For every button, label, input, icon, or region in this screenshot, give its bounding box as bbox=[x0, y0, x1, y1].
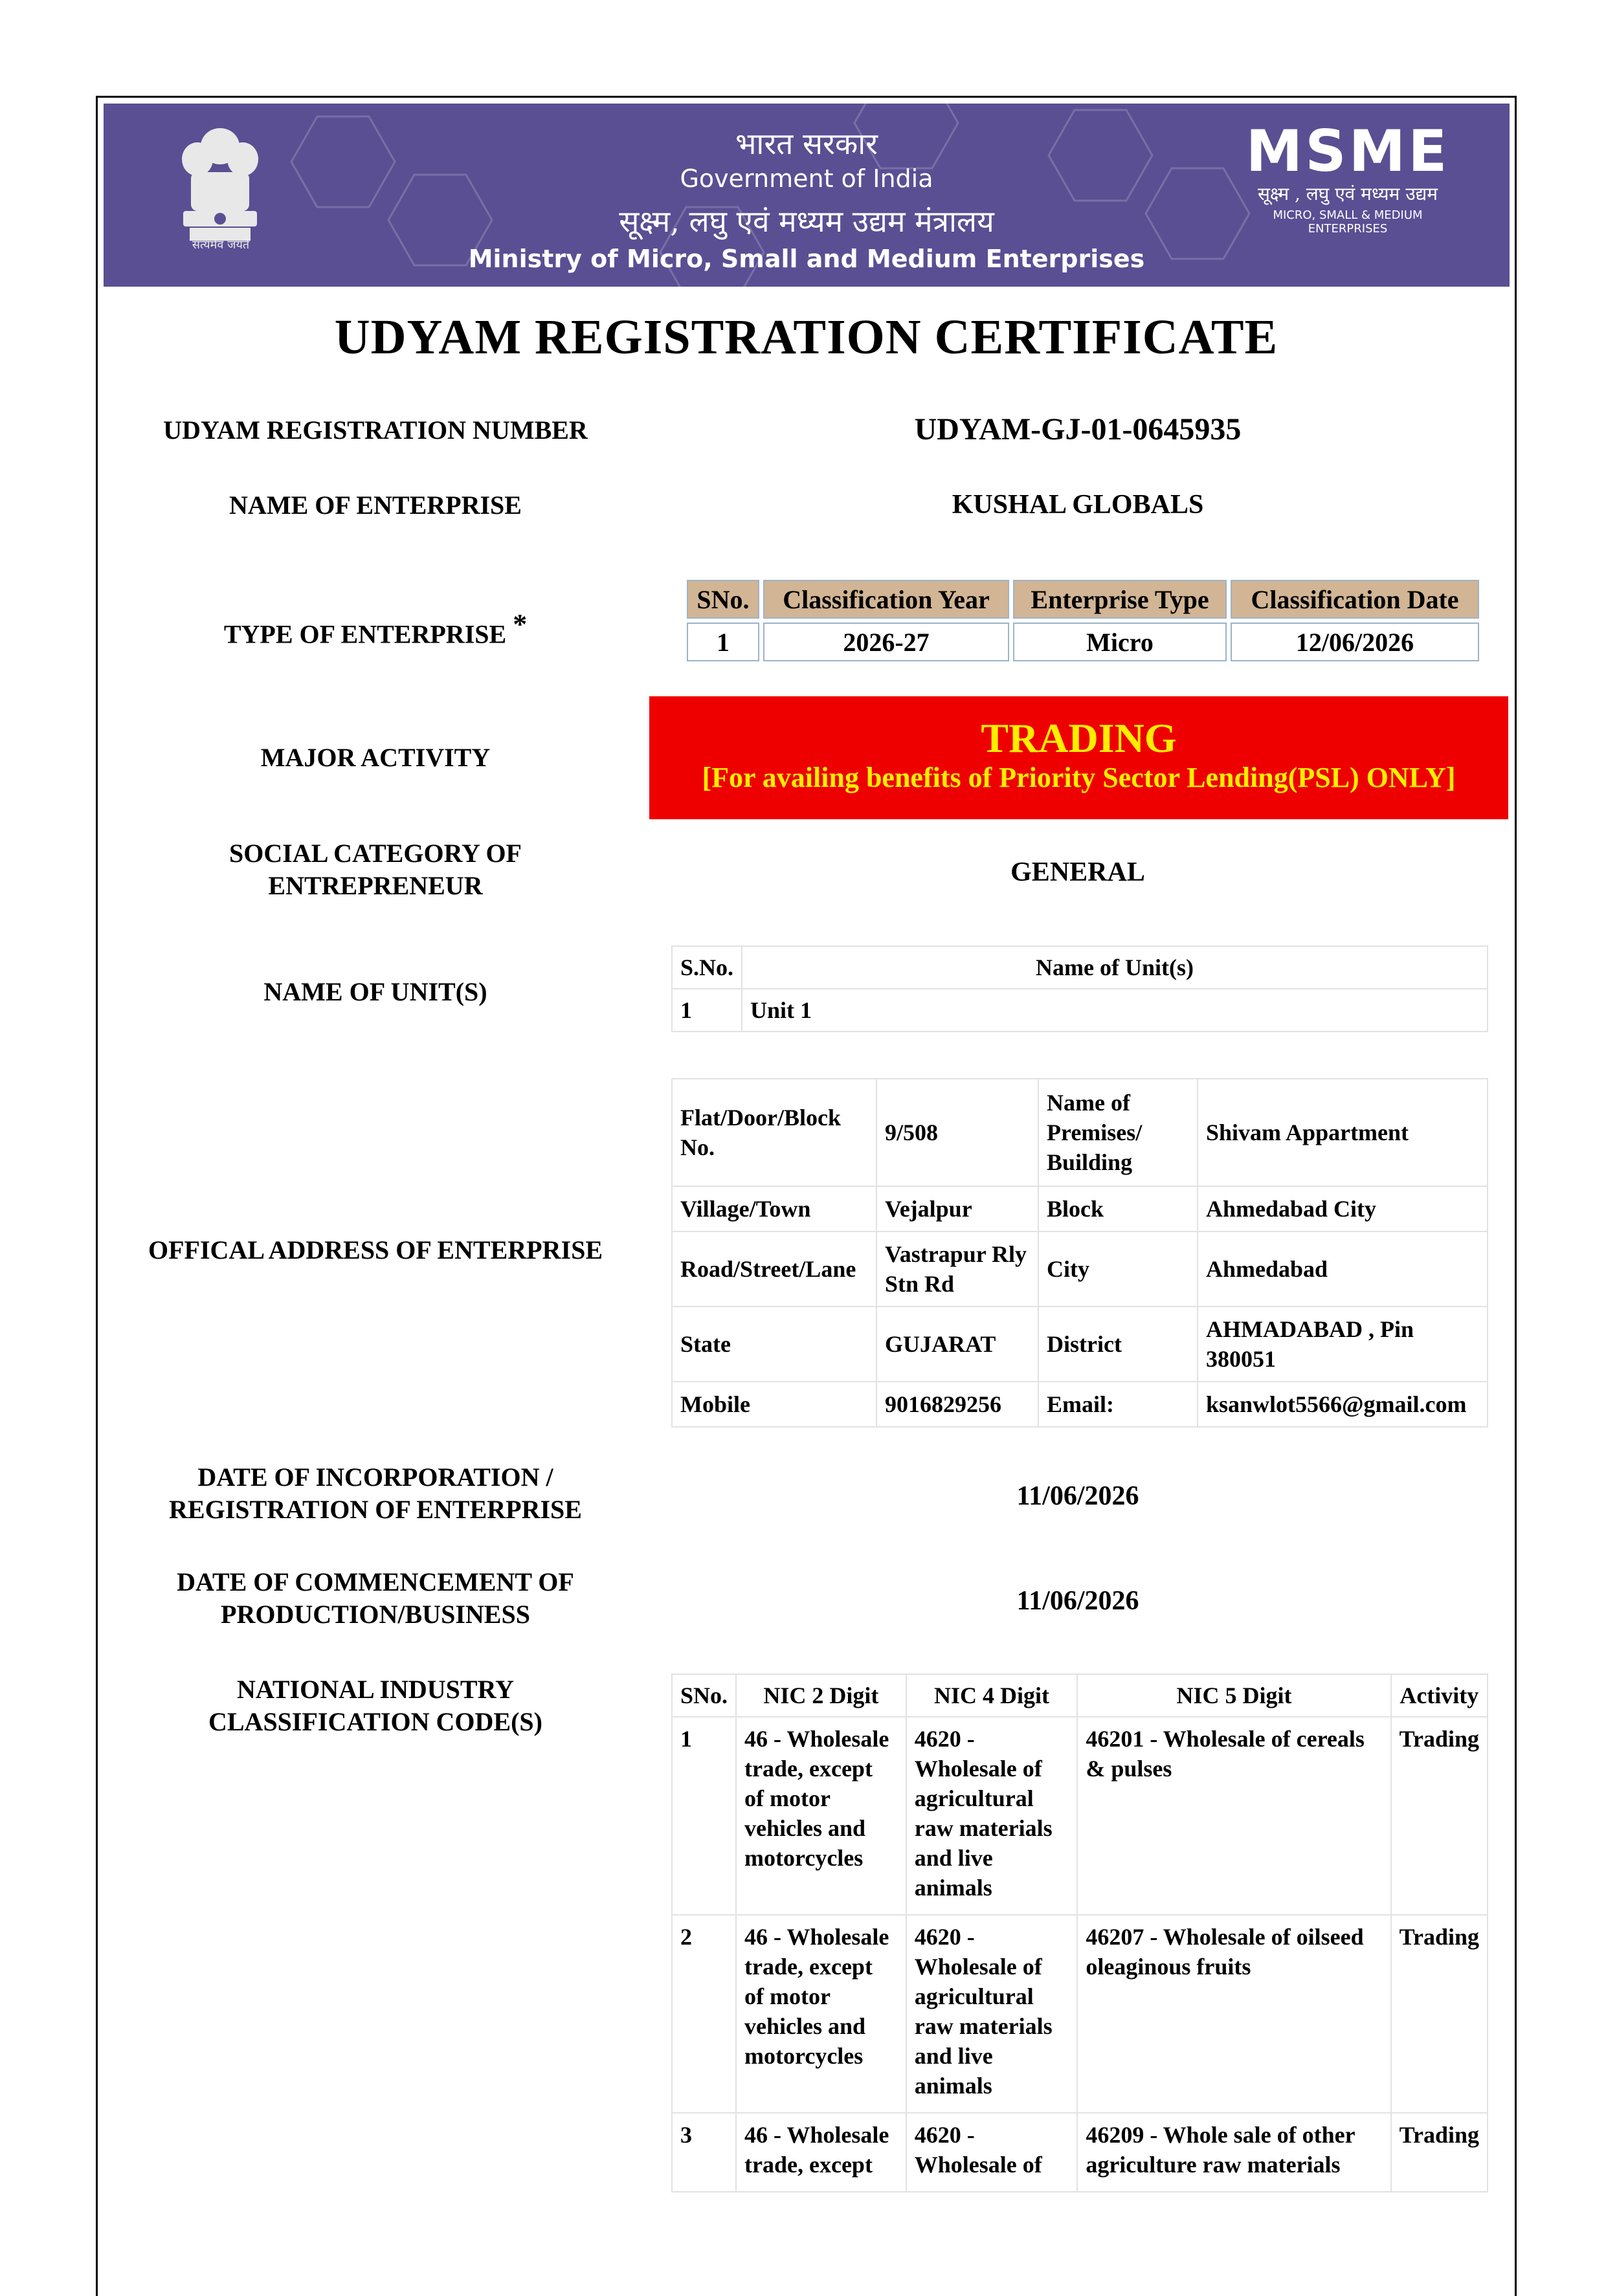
banner-govt: Government of India bbox=[680, 164, 933, 193]
banner-hindi-ministry: सूक्ष्म, लघु एवं मध्यम उद्यम मंत्रालय bbox=[619, 204, 994, 239]
major-activity-box bbox=[649, 696, 1508, 819]
asterisk: * bbox=[513, 608, 528, 640]
nic-row bbox=[672, 2113, 1488, 2192]
reg-number-value: UDYAM-GJ-01-0645935 bbox=[914, 412, 1242, 447]
address-state-label: State bbox=[672, 1307, 876, 1382]
enterprise-type-table bbox=[683, 576, 1483, 665]
official-address-label: OFFICAL ADDRESS OF ENTERPRISE bbox=[148, 1235, 603, 1264]
nic-cell-nic2: 46 - Wholesale trade, except of motor vehicles and motorcycles bbox=[736, 1717, 906, 1915]
enterprise-name-label: NAME OF ENTERPRISE bbox=[229, 491, 522, 520]
incorporation-date-value: 11/06/2026 bbox=[1016, 1481, 1139, 1511]
address-village-label: Village/Town bbox=[672, 1186, 876, 1231]
major-activity-note: [For availing benefits of Priority Sector Lending(PSL) ONLY] bbox=[702, 762, 1456, 793]
units-table bbox=[671, 945, 1488, 1032]
address-block-label: Block bbox=[1038, 1186, 1198, 1231]
address-table bbox=[671, 1078, 1488, 1428]
units-cell-name: Unit 1 bbox=[742, 989, 1488, 1032]
reg-number-label: UDYAM REGISTRATION NUMBER bbox=[163, 415, 588, 445]
type-header-type: Enterprise Type bbox=[1013, 580, 1227, 619]
certificate-title: UDYAM REGISTRATION CERTIFICATE bbox=[334, 310, 1278, 364]
units-cell-sno: 1 bbox=[672, 989, 742, 1032]
address-city-value: Ahmedabad bbox=[1198, 1231, 1488, 1307]
nic-header-sno: SNo. bbox=[672, 1674, 736, 1717]
address-block-value: Ahmedabad City bbox=[1198, 1186, 1488, 1231]
enterprise-type-label-text: TYPE OF ENTERPRISE bbox=[223, 619, 507, 649]
address-mobile-label: Mobile bbox=[672, 1382, 876, 1427]
enterprise-type-label bbox=[117, 608, 634, 650]
address-premises-value: Shivam Appartment bbox=[1198, 1079, 1488, 1186]
address-district-value: AHMADABAD , Pin 380051 bbox=[1198, 1307, 1488, 1382]
major-activity-label: MAJOR ACTIVITY bbox=[260, 743, 491, 772]
address-district-label: District bbox=[1038, 1307, 1198, 1382]
nic-row bbox=[672, 1717, 1488, 1915]
incorporation-date-label: DATE OF INCORPORATION / REGISTRATION OF ENTERPRISE bbox=[169, 1463, 582, 1524]
address-premises-label: Name of Premises/ Building bbox=[1038, 1079, 1198, 1186]
msme-logo-word: MSME bbox=[1245, 118, 1450, 184]
banner-ministry: Ministry of Micro, Small and Medium Enterprises bbox=[468, 245, 1145, 273]
banner-hindi-govt: भारत सरकार bbox=[735, 126, 878, 161]
social-category-label: SOCIAL CATEGORY OF ENTREPRENEUR bbox=[229, 839, 522, 900]
nic-header-nic4: NIC 4 Digit bbox=[906, 1674, 1078, 1717]
nic-cell-nic2: 46 - Wholesale trade, except bbox=[736, 2113, 906, 2192]
emblem-motto: सत्यमेव जयते bbox=[192, 238, 250, 252]
address-email-value: ksanwlot5566@gmail.com bbox=[1198, 1382, 1488, 1427]
msme-logo bbox=[1238, 118, 1458, 236]
nic-header-nic2: NIC 2 Digit bbox=[736, 1674, 906, 1717]
address-mobile-value: 9016829256 bbox=[876, 1382, 1038, 1427]
nic-header-nic5: NIC 5 Digit bbox=[1077, 1674, 1390, 1717]
units-header-sno: S.No. bbox=[672, 946, 742, 989]
unit-names-label: NAME OF UNIT(S) bbox=[263, 977, 487, 1006]
address-flat-label: Flat/Door/Block No. bbox=[672, 1079, 876, 1186]
enterprise-name-value: KUSHAL GLOBALS bbox=[952, 490, 1204, 520]
nic-cell-activity: Trading bbox=[1391, 1717, 1488, 1915]
address-road-label: Road/Street/Lane bbox=[672, 1231, 876, 1307]
address-road-value: Vastrapur Rly Stn Rd bbox=[876, 1231, 1038, 1307]
address-city-label: City bbox=[1038, 1231, 1198, 1307]
nic-cell-sno: 3 bbox=[672, 2113, 736, 2192]
nic-cell-nic2: 46 - Wholesale trade, except of motor vehicles and motorcycles bbox=[736, 1915, 906, 2113]
nic-cell-nic5: 46201 - Wholesale of cereals & pulses bbox=[1077, 1717, 1390, 1915]
nic-header-activity: Activity bbox=[1391, 1674, 1488, 1717]
social-category-value: GENERAL bbox=[1010, 857, 1145, 887]
type-header-year: Classification Year bbox=[763, 580, 1009, 619]
type-cell-sno: 1 bbox=[687, 623, 759, 661]
type-cell-date: 12/06/2026 bbox=[1231, 623, 1479, 661]
nic-cell-sno: 1 bbox=[672, 1717, 736, 1915]
nic-codes-table bbox=[671, 1673, 1488, 2192]
nic-cell-nic4: 4620 - Wholesale of agricultural raw materials and live animals bbox=[906, 1915, 1078, 2113]
government-banner bbox=[104, 104, 1510, 287]
nic-codes-label: NATIONAL INDUSTRY CLASSIFICATION CODE(S) bbox=[208, 1675, 542, 1736]
nic-cell-activity: Trading bbox=[1391, 1915, 1488, 2113]
commencement-date-label: DATE OF COMMENCEMENT OF PRODUCTION/BUSINESS bbox=[177, 1567, 574, 1629]
nic-cell-nic4: 4620 - Wholesale of agricultural raw materials and live animals bbox=[906, 1717, 1078, 1915]
nic-cell-nic4: 4620 - Wholesale of bbox=[906, 2113, 1078, 2192]
nic-cell-activity: Trading bbox=[1391, 2113, 1488, 2192]
type-header-date: Classification Date bbox=[1231, 580, 1479, 619]
msme-logo-hindi: सूक्ष्म , लघु एवं मध्यम उद्यम bbox=[1257, 183, 1438, 204]
address-email-label: Email: bbox=[1038, 1382, 1198, 1427]
nic-cell-nic5: 46207 - Wholesale of oilseed oleaginous fruits bbox=[1077, 1915, 1390, 2113]
nic-cell-sno: 2 bbox=[672, 1915, 736, 2113]
type-cell-type: Micro bbox=[1013, 623, 1227, 661]
commencement-date-value: 11/06/2026 bbox=[1016, 1586, 1139, 1616]
nic-cell-nic5: 46209 - Whole sale of other agriculture raw materials bbox=[1077, 2113, 1390, 2192]
type-cell-year: 2026-27 bbox=[763, 623, 1009, 661]
address-village-value: Vejalpur bbox=[876, 1186, 1038, 1231]
msme-logo-english: MICRO, SMALL & MEDIUM ENTERPRISES bbox=[1273, 208, 1423, 236]
type-header-sno: SNo. bbox=[687, 580, 759, 619]
address-state-value: GUJARAT bbox=[876, 1307, 1038, 1382]
nic-row bbox=[672, 1915, 1488, 2113]
major-activity-value: TRADING bbox=[981, 715, 1177, 761]
units-header-name: Name of Unit(s) bbox=[742, 946, 1488, 989]
address-flat-value: 9/508 bbox=[876, 1079, 1038, 1186]
